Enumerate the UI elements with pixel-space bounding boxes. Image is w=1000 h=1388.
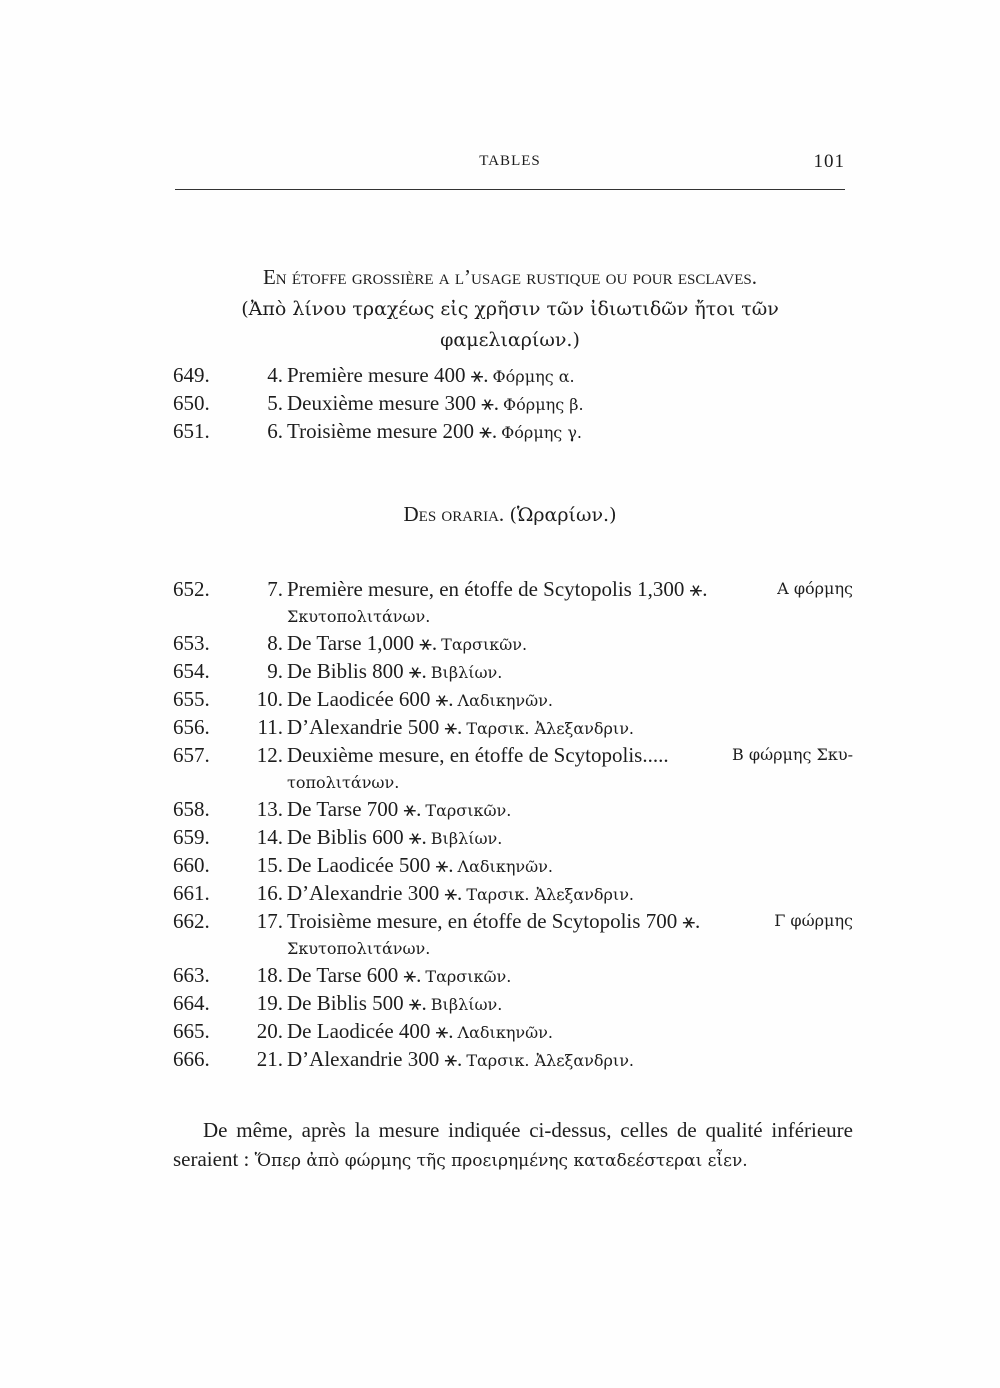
entry-text: D’Alexandrie 300 ⚹. [287,1047,463,1071]
page-header [175,153,845,177]
entry-content [283,961,511,991]
entry-text: Première mesure, en étoffe de Scytopolis 1,300 ⚹. [287,577,708,601]
header-rule [175,189,845,190]
entry-index: 7. [267,577,283,601]
entry-index: 12. [256,743,283,767]
entry-number: 663. [173,963,210,987]
entry-content [283,657,502,687]
entry-row [173,389,853,417]
entry-index: 17. [256,909,283,933]
entry-index: 15. [256,853,283,877]
closing-greek: Ὅπερ ἀπὸ φώρμης τῆς προειρημένης καταδεέστεραι εἶεν. [254,1151,748,1171]
entry-row [173,417,853,445]
closing-paragraph [173,1116,853,1176]
entry-row [173,879,853,907]
entry-content [283,851,553,881]
entry-greek-continuation: Σκυτοπολιτάνων. [287,607,431,626]
entry-number: 653. [173,631,210,655]
entry-greek: Ταρσικ. Ἀλεξανδριν. [466,885,635,904]
entry-index: 13. [256,797,283,821]
entry-index: 6. [267,419,283,443]
entry-content [283,989,502,1019]
entry-greek: Βιβλίων. [430,663,503,682]
section2-heading [175,499,845,530]
entry-continuation-row [173,603,853,629]
entry-greek: Φόρμης α. [492,367,575,386]
entry-text: De Biblis 600 ⚹. [287,825,427,849]
entry-text: De Tarse 1,000 ⚹. [287,631,438,655]
entry-greek: Λαδικηνῶν. [457,857,553,876]
entry-text: Troisième mesure, en étoffe de Scytopolis 700 ⚹. [287,909,701,933]
entry-index: 18. [256,963,283,987]
entry-text: Première mesure 400 ⚹. [287,363,489,387]
entry-content [283,389,584,419]
entry-index: 10. [256,687,283,711]
entry-number: 665. [173,1019,210,1043]
entry-content [283,713,634,743]
entry-greek: Βιβλίων. [430,829,503,848]
entry-greek: Ταρσικ. Ἀλεξανδριν. [466,1051,635,1070]
entry-row [173,575,853,603]
entry-row [173,795,853,823]
section1-greek-heading [175,293,845,355]
entry-text: De Laodicée 500 ⚹. [287,853,454,877]
entry-index: 9. [267,659,283,683]
section2-entries [173,575,853,1073]
section2-greek-title: (Ὡραρίων.) [509,504,617,526]
entry-text: Deuxième mesure, en étoffe de Scytopolis..... [287,743,669,767]
entry-index: 14. [256,825,283,849]
entry-number: 661. [173,881,210,905]
entry-greek: Βιβλίων. [430,995,503,1014]
entry-content [283,685,553,715]
entry-content [283,629,527,659]
entry-content [283,361,575,391]
entry-number: 657. [173,743,210,767]
entry-index: 11. [257,715,283,739]
entry-greek: Ταρσικῶν. [441,635,528,654]
entry-greek: Λαδικηνῶν. [457,1023,553,1042]
entry-index: 20. [256,1019,283,1043]
entry-number: 656. [173,715,210,739]
entry-row [173,713,853,741]
entry-row [173,989,853,1017]
entry-content [283,575,853,603]
running-title: TABLES [479,153,541,169]
entry-number: 660. [173,853,210,877]
entry-continuation-row [173,769,853,795]
entry-number: 658. [173,797,210,821]
entry-content [283,823,502,853]
entry-number: 659. [173,825,210,849]
entry-row [173,361,853,389]
entry-greek: Β φώρμης Σκυ- [732,745,853,764]
entry-number: 652. [173,577,210,601]
entry-index: 16. [256,881,283,905]
entry-text: D’Alexandrie 300 ⚹. [287,881,463,905]
entry-text: De Biblis 500 ⚹. [287,991,427,1015]
entry-row [173,741,853,769]
entry-text: De Laodicée 600 ⚹. [287,687,454,711]
entry-content [283,1017,553,1047]
entry-text: De Laodicée 400 ⚹. [287,1019,454,1043]
entry-text: De Tarse 700 ⚹. [287,797,422,821]
entry-number: 662. [173,909,210,933]
entry-greek-continuation: Σκυτοπολιτάνων. [287,939,431,958]
entry-greek-continuation: τοπολιτάνων. [287,773,400,792]
entry-index: 21. [256,1047,283,1071]
entry-text: De Biblis 800 ⚹. [287,659,427,683]
entry-content [283,1045,634,1075]
entry-number: 651. [173,419,210,443]
section1-greek-title: (Ἀπὸ λίνου τραχέως εἰς χρῆσιν τῶν ἰδιωτιδῶν ἤτοι τῶν φαμελιαρίων.) [241,298,779,351]
section1-title: En étoffe grossière a l’usage rustique ou pour esclaves. [262,265,758,289]
page-number: 101 [813,151,845,172]
entry-greek: Ταρσικῶν. [425,967,512,986]
entry-index: 5. [267,391,283,415]
entry-row [173,823,853,851]
entry-row [173,629,853,657]
section2-title: Des oraria. [403,502,505,526]
section1-entries [173,361,853,445]
entry-content [283,795,511,825]
entry-number: 655. [173,687,210,711]
entry-content [283,417,582,447]
entry-number: 650. [173,391,210,415]
entry-content [283,741,853,769]
entry-greek: Φόρμης β. [503,395,584,414]
entry-greek: Α φόρμης [777,579,853,598]
entry-index: 19. [256,991,283,1015]
entry-greek: Λαδικηνῶν. [457,691,553,710]
entry-number: 649. [173,363,210,387]
entry-index: 8. [267,631,283,655]
entry-text: Deuxième mesure 300 ⚹. [287,391,500,415]
entry-greek: Φόρμης γ. [501,423,582,442]
entry-continuation-row [173,935,853,961]
entry-row [173,961,853,989]
entry-row [173,907,853,935]
closing-text: De même, après la mesure indiquée ci-dessus, celles de qualité inférieure seraient : [173,1118,853,1171]
entry-number: 654. [173,659,210,683]
entry-text: Troisième mesure 200 ⚹. [287,419,498,443]
entry-row [173,1017,853,1045]
entry-number: 664. [173,991,210,1015]
section1-heading [175,262,845,292]
entry-greek: Ταρσικῶν. [425,801,512,820]
entry-text: D’Alexandrie 500 ⚹. [287,715,463,739]
entry-text: De Tarse 600 ⚹. [287,963,422,987]
entry-row [173,685,853,713]
entry-greek: Ταρσικ. Ἀλεξανδριν. [466,719,635,738]
entry-greek: Γ φώρμης [774,911,853,930]
entry-row [173,1045,853,1073]
entry-content [283,907,853,935]
entry-row [173,657,853,685]
entry-row [173,851,853,879]
entry-number: 666. [173,1047,210,1071]
entry-index: 4. [267,363,283,387]
entry-content [283,879,634,909]
